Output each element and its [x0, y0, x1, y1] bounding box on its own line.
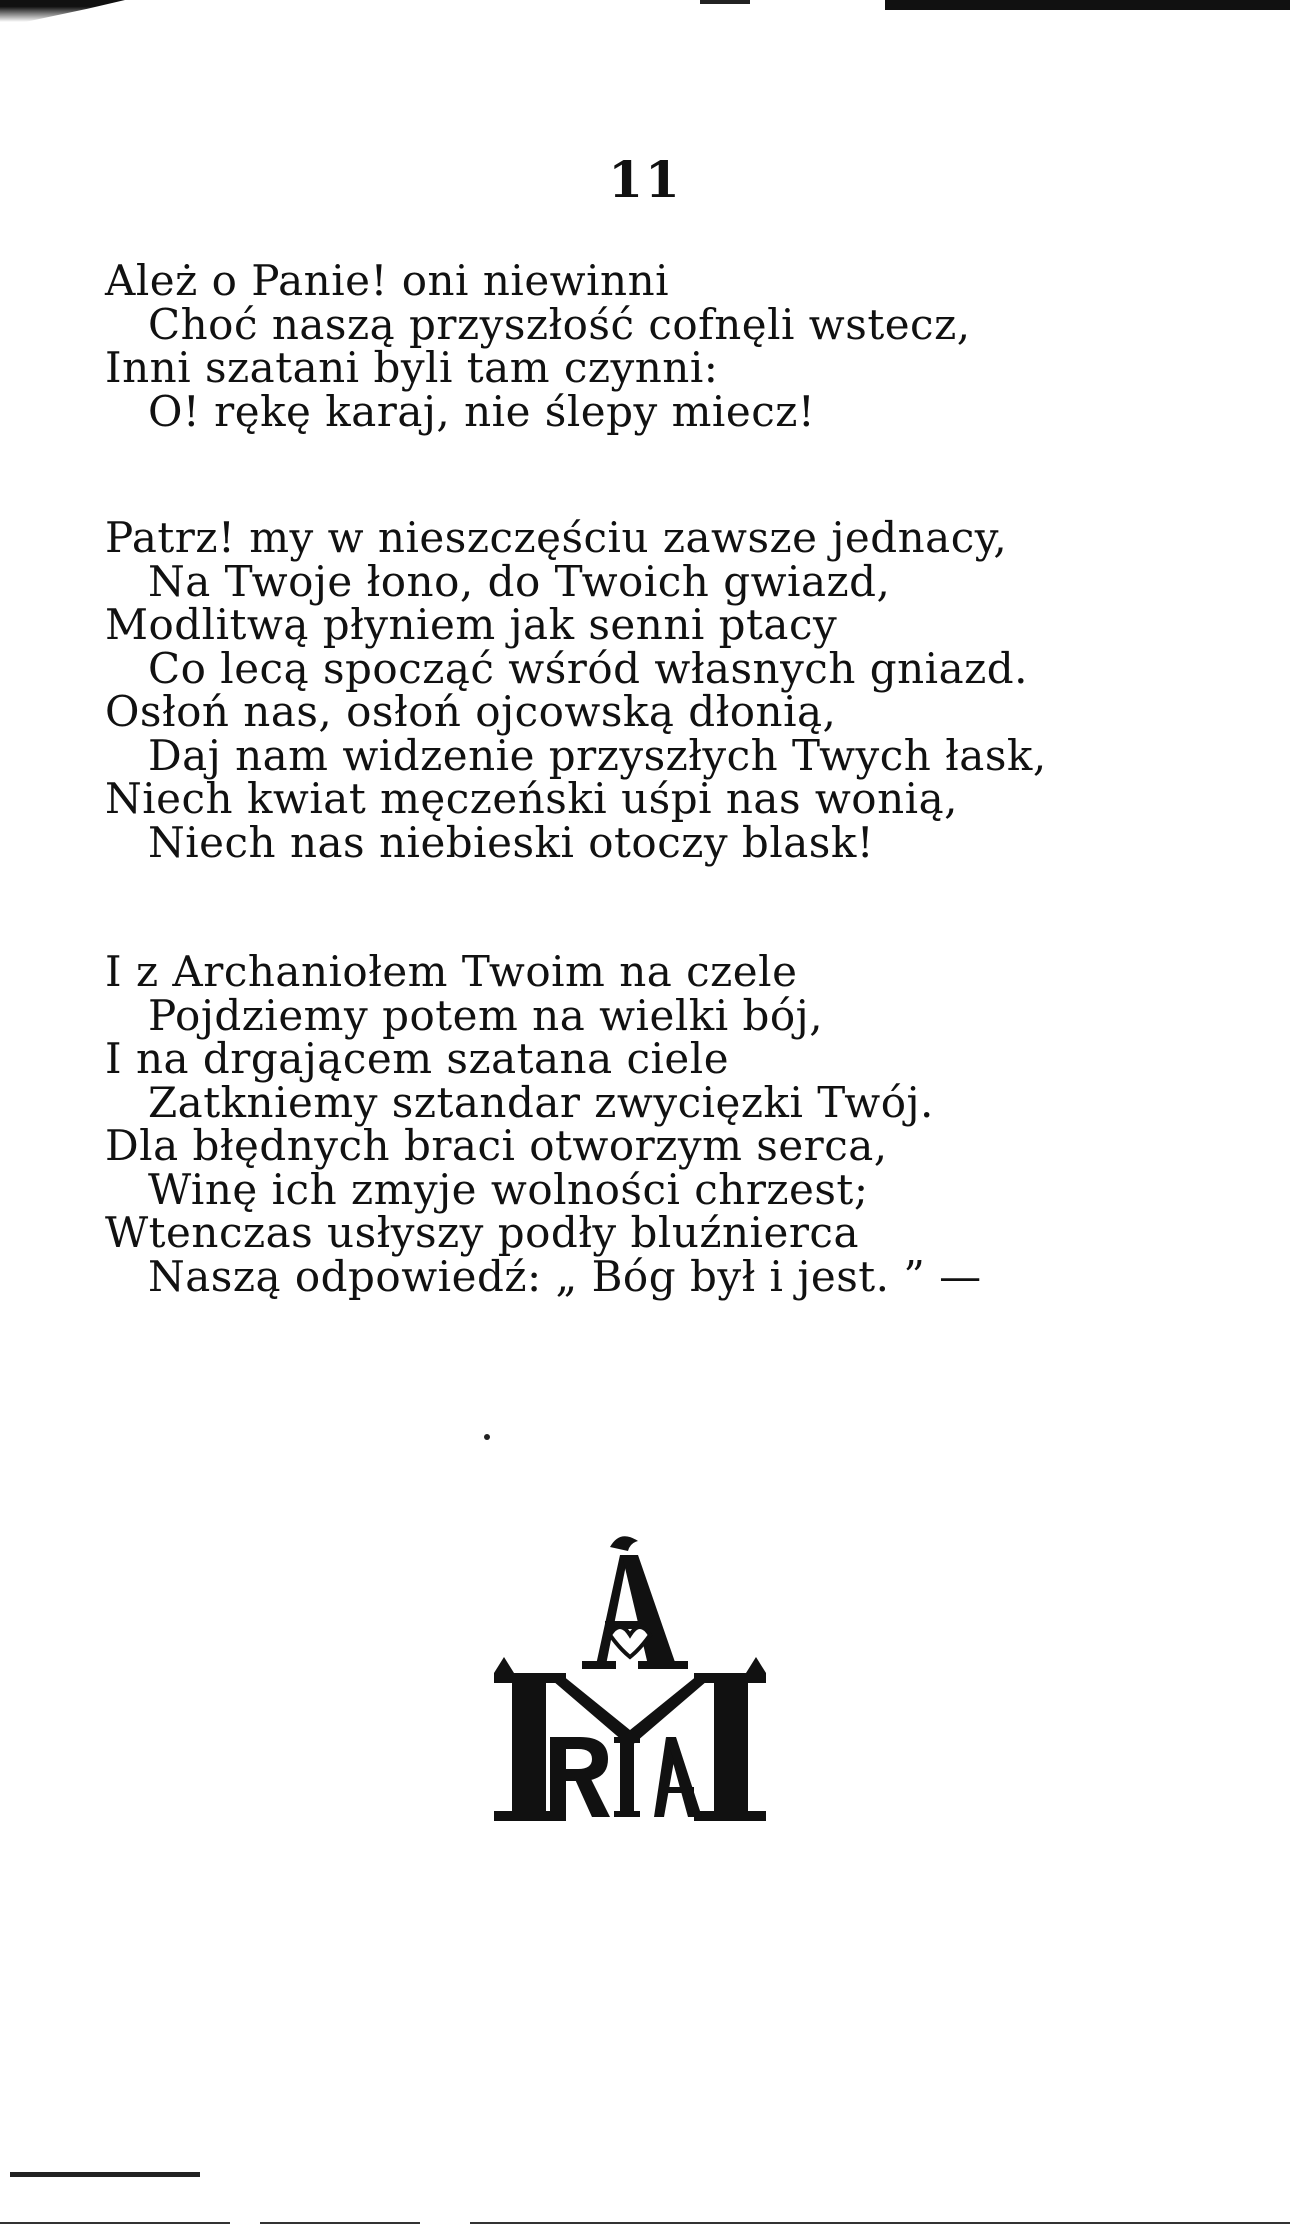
- poem-line: Inni szatani byli tam czynni:: [105, 343, 719, 392]
- poem-line: Choć naszą przyszłość cofnęli wstecz,: [148, 299, 971, 349]
- marian-monogram: [470, 1525, 790, 1835]
- poem-line: Patrz! my w nieszczęściu zawsze jednacy,: [105, 513, 1008, 562]
- page-bottom-edge: [0, 2222, 1290, 2224]
- poem-line: Niech nas niebieski otoczy blask!: [148, 817, 875, 867]
- poem-line: Daj nam widzenie przyszłych Twych łask,: [148, 730, 1047, 780]
- poem-line: Naszą odpowiedź: „ Bóg był i jest. ” —: [148, 1251, 982, 1301]
- poem-line: Modlitwą płyniem jak senni ptacy: [105, 600, 838, 649]
- poem-line: Dla błędnych braci otworzym serca,: [105, 1121, 888, 1170]
- poem-line: I z Archaniołem Twoim na czele: [105, 947, 798, 996]
- poem-line: O! rękę karaj, nie ślepy miecz!: [148, 386, 816, 436]
- poem-line: Winę ich zmyje wolności chrzest;: [148, 1164, 869, 1214]
- scan-edge-artifact: [0, 0, 125, 22]
- poem-line: Co lecą spocząć wśród własnych gniazd.: [148, 643, 1028, 693]
- poem-line: Niech kwiat męczeński uśpi nas wonią,: [105, 774, 958, 823]
- poem-line: Osłoń nas, osłoń ojcowską dłonią,: [105, 687, 837, 736]
- ink-dot: [484, 1434, 490, 1440]
- poem-line: Wtenczas usłyszy podły bluźnierca: [105, 1208, 859, 1257]
- poem-line: Ależ o Panie! oni niewinni: [105, 256, 670, 305]
- scan-edge-artifact: [700, 0, 750, 4]
- poem-line: I na drgającem szatana ciele: [105, 1034, 730, 1083]
- poem-line: Zatkniemy sztandar zwycięzki Twój.: [148, 1077, 934, 1127]
- page-number: 11: [608, 150, 682, 209]
- scan-edge-artifact: [885, 0, 1290, 10]
- poem-line: Na Twoje łono, do Twoich gwiazd,: [148, 556, 891, 606]
- poem-line: Pojdziemy potem na wielki bój,: [148, 990, 824, 1040]
- bottom-ornament-rule: [10, 2172, 200, 2177]
